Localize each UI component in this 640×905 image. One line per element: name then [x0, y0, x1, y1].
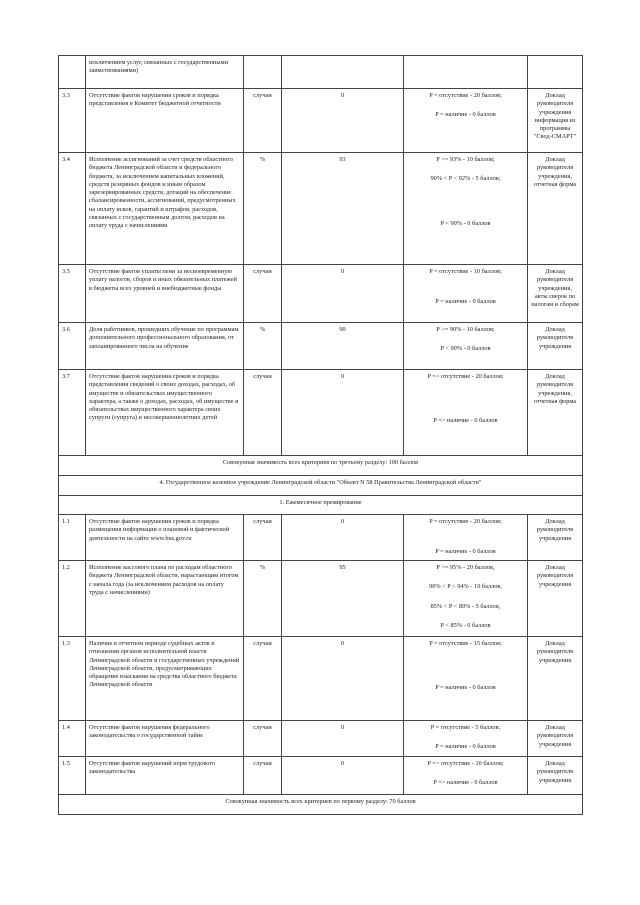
value-cell: 0: [282, 370, 404, 456]
score-line: P = отсутствие - 10 баллов;: [429, 268, 502, 275]
unit-cell: случаи: [244, 757, 282, 795]
unit-cell: случаи: [244, 89, 282, 153]
table-row: [59, 637, 583, 721]
score-cell: [404, 323, 528, 370]
value-cell: 0: [282, 637, 404, 721]
unit-cell: [244, 56, 282, 89]
unit-cell: случаи: [244, 515, 282, 561]
table-row: [59, 721, 583, 757]
value-cell: [282, 56, 404, 89]
row-number: 1.3: [59, 637, 86, 721]
score-line: P => наличие - 0 баллов: [433, 417, 498, 425]
source-cell: Доклад руководителя учреждения, отчетная форма: [528, 153, 583, 265]
value-cell: 90: [282, 323, 404, 370]
table-row: [59, 56, 583, 89]
section-total-row: [59, 795, 583, 815]
row-number: 3.6: [59, 323, 86, 370]
unit-cell: %: [244, 323, 282, 370]
score-line: 90% < P < 92% - 5 баллов;: [430, 175, 501, 183]
source-cell: Доклад руководителя учреждения: [528, 637, 583, 721]
unit-cell: случаи: [244, 265, 282, 323]
score-cell: [404, 721, 528, 757]
criterion-text: исключением услуг, связанных с государственными заимствованиями): [86, 56, 244, 89]
criteria-table: [58, 55, 583, 815]
score-cell: [404, 265, 528, 323]
source-cell: Доклад руководителя учреждения: [528, 721, 583, 757]
value-cell: 0: [282, 515, 404, 561]
score-line: P = отсутствие - 20 баллов;: [429, 518, 502, 525]
unit-cell: %: [244, 561, 282, 637]
institution-heading: 4. Государственное казенное учреждение Ленинградской области "Объект N 58 Правительства Ленинградской области": [59, 476, 583, 496]
score-line: P = наличие - 0 баллов: [435, 684, 496, 692]
row-number: 1.2: [59, 561, 86, 637]
subsection-heading: 1. Ежемесячное премирование: [59, 496, 583, 515]
score-line: P => отсутствие - 20 баллов;: [427, 373, 504, 380]
score-cell: [404, 757, 528, 795]
table-row: [59, 265, 583, 323]
source-cell: Доклад руководителя учреждения: [528, 515, 583, 561]
criterion-text: Доля работников, прошедших обучение по программам дополнительного профессионального образования, от запланированного числа на обучение: [86, 323, 244, 370]
score-line: P < 90% - 0 баллов: [440, 219, 491, 227]
institution-heading-row: [59, 476, 583, 496]
criterion-text: Исполнение ассигнований за счет средств областного бюджета Ленинградской области и федерального бюджета, за исключением капитальных вложений, средств резервных фондов и иным образом зарезервированных средств, дотаций на обеспечение сбалансированности, ассигнований, предусмотренных на оплату исков, гарантий и штрафов, расходов, связанных с государственным долгом, расходов на оплату труда с начислениями: [86, 153, 244, 265]
row-number: 1.1: [59, 515, 86, 561]
table-row: [59, 89, 583, 153]
score-cell: [404, 561, 528, 637]
score-cell: [404, 89, 528, 153]
criterion-text: Отсутствие фактов уплаты пени за несвоевременную уплату налогов, сборов и иных обязательных платежей в бюджеты всех уровней и внебюджетные фонды: [86, 265, 244, 323]
row-number: [59, 56, 86, 89]
score-line: P = наличие - 0 баллов: [435, 743, 496, 751]
criterion-text: Отсутствие фактов нарушения федерального законодательства о государственной тайне: [86, 721, 244, 757]
score-line: P = отсутствие - 5 баллов;: [430, 724, 501, 731]
score-cell: [404, 56, 528, 89]
row-number: 3.4: [59, 153, 86, 265]
score-line: P => отсутствие - 10 баллов;: [427, 760, 504, 767]
row-number: 1.5: [59, 757, 86, 795]
section-total-row: [59, 456, 583, 476]
value-cell: 95: [282, 561, 404, 637]
value-cell: 0: [282, 721, 404, 757]
unit-cell: %: [244, 153, 282, 265]
score-line: P = наличие - 0 баллов: [435, 548, 496, 556]
source-cell: Доклад руководителя учреждения информация из программы "Свод-СМАРТ": [528, 89, 583, 153]
criterion-text: Отсутствие фактов нарушения сроков и порядка представления сведений о своих доходах, расходах, об имуществе и обязательствах имущественного характера, а также о доходах, расходах, об имуществе и обязательствах имущественного характера своих супруги (супруга) и несовершеннолетних детей: [86, 370, 244, 456]
value-cell: 93: [282, 153, 404, 265]
score-line: P >= 90% - 10 баллов;: [436, 326, 495, 333]
table-row: [59, 757, 583, 795]
row-number: 1.4: [59, 721, 86, 757]
section-total-first: Совокупная значимость всех критериев по первому разделу: 70 баллов: [59, 795, 583, 815]
score-line: P => наличие - 0 баллов: [433, 779, 498, 787]
score-line: P = отсутствие - 15 баллов;: [429, 640, 502, 647]
source-cell: [528, 56, 583, 89]
score-line: P < 90% - 0 баллов: [440, 345, 491, 353]
criterion-text: Исполнение кассового плана по расходам областного бюджета Ленинградской области, нарастающим итогом с начала года (за исключением расходов на оплату труда с начислениями): [86, 561, 244, 637]
row-number: 3.7: [59, 370, 86, 456]
table-row: [59, 323, 583, 370]
source-cell: Доклад руководителя учреждения, отчетная форма: [528, 370, 583, 456]
table-row: [59, 561, 583, 637]
unit-cell: случаи: [244, 637, 282, 721]
score-cell: [404, 370, 528, 456]
score-line: P >= 93% - 10 баллов;: [436, 156, 495, 163]
row-number: 3.3: [59, 89, 86, 153]
criterion-text: Отсутствие фактов нарушения сроков и порядка представления в Комитет бюджетной отчетности: [86, 89, 244, 153]
score-line: 85% < P < 89% - 5 баллов,: [430, 602, 501, 610]
score-line: 90% < P < 94% - 10 баллов,: [429, 583, 502, 591]
unit-cell: случаи: [244, 370, 282, 456]
score-line: P = отсутствие - 20 баллов;: [429, 92, 502, 99]
source-cell: Доклад руководителя учреждения, акты сверок по налогам и сборам: [528, 265, 583, 323]
value-cell: 0: [282, 265, 404, 323]
subsection-heading-row: [59, 496, 583, 515]
score-line: P = наличие - 0 баллов: [435, 111, 496, 119]
value-cell: 0: [282, 89, 404, 153]
source-cell: Доклад руководителя учреждения: [528, 323, 583, 370]
criterion-text: Отсутствие фактов нарушения сроков и порядка размещения информации о плановой и фактической деятельности на сайте www.bus.gov.ru: [86, 515, 244, 561]
criterion-text: Отсутствие фактов нарушений норм трудового законодательства: [86, 757, 244, 795]
score-cell: [404, 637, 528, 721]
score-line: P < 85% - 0 баллов: [440, 621, 491, 629]
source-cell: Доклад руководителя учреждения: [528, 561, 583, 637]
unit-cell: случаи: [244, 721, 282, 757]
row-number: 3.5: [59, 265, 86, 323]
table-row: [59, 153, 583, 265]
criterion-text: Наличие в отчетном периоде судебных актов в отношении органов исполнительной власти Ленинградской области и государственных учреждений Ленинградской области, предусматривающих обращение взыскания на средства областного бюджета Ленинградской области: [86, 637, 244, 721]
score-cell: [404, 515, 528, 561]
source-cell: Доклад руководителя учреждения: [528, 757, 583, 795]
table-row: [59, 370, 583, 456]
table-row: [59, 515, 583, 561]
section-total-third: Совокупная значимость всех критериев по третьему разделу: 100 баллов: [59, 456, 583, 476]
value-cell: 0: [282, 757, 404, 795]
score-cell: [404, 153, 528, 265]
score-line: P = наличие - 0 баллов: [435, 298, 496, 306]
score-line: P >= 95% - 20 баллов,: [436, 564, 495, 571]
